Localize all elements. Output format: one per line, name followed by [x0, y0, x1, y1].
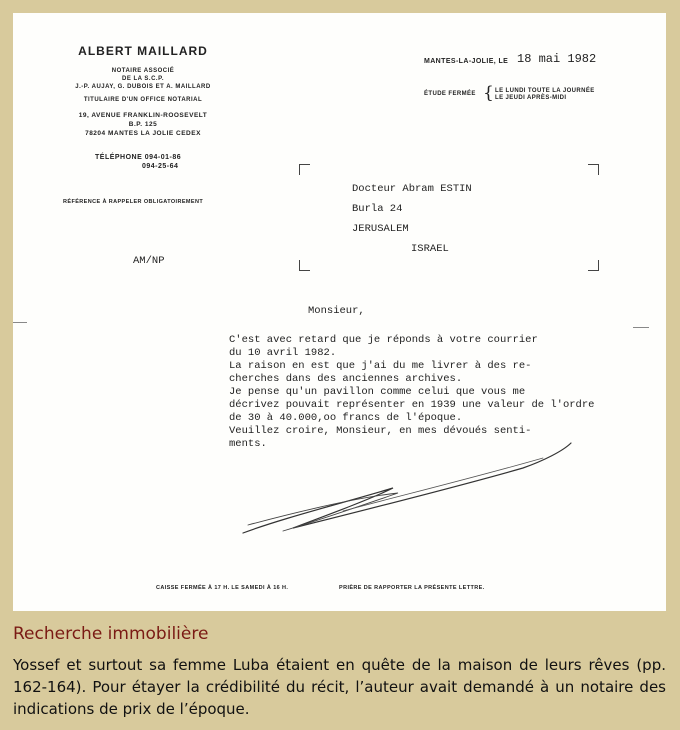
notary-address1: 19, AVENUE FRANKLIN-ROOSEVELT — [78, 112, 208, 119]
handwritten-signature — [223, 433, 583, 543]
notary-telephone1: TÉLÉPHONE 094-01-86 — [95, 154, 182, 161]
notary-title-line2: DE LA S.C.P. — [121, 76, 164, 82]
recipient-line3: JERUSALEM — [352, 223, 409, 235]
notary-name: ALBERT MAILLARD — [78, 44, 208, 58]
caption-title: Recherche immobilière — [13, 624, 209, 644]
body-line: C'est avec retard que je réponds à votre courrier — [229, 334, 538, 346]
window-corner-bottom-left — [299, 260, 310, 271]
recipient-line4: ISRAEL — [411, 243, 449, 255]
notary-address3: 78204 MANTES LA JOLIE CEDEX — [85, 130, 201, 137]
body-line: cherches dans des anciennes archives. — [229, 373, 463, 385]
reference-code: AM/NP — [133, 255, 165, 267]
office-closed-label: ÉTUDE FERMÉE — [424, 91, 476, 97]
body-line: du 10 avril 1982. — [229, 347, 337, 359]
fold-mark-left — [13, 322, 27, 323]
notary-address2: B.P. 125 — [128, 121, 158, 128]
recipient-line1: Docteur Abram ESTIN — [352, 183, 472, 195]
closing-hours2: LE JEUDI APRÈS-MIDI — [495, 95, 567, 101]
body-line: décrivez pouvait représenter en 1939 une valeur de l'ordre — [229, 399, 595, 411]
recipient-line2: Burla 24 — [352, 203, 403, 215]
footer-right: PRIÈRE DE RAPPORTER LA PRÉSENTE LETTRE. — [339, 585, 485, 591]
notary-partners: J.-P. AUJAY, G. DUBOIS ET A. MAILLARD — [75, 84, 211, 90]
reference-note: RÉFÉRENCE À RAPPELER OBLIGATOIREMENT — [63, 199, 204, 205]
dateline-date: 18 mai 1982 — [517, 52, 597, 66]
window-corner-top-left — [299, 164, 310, 175]
window-corner-bottom-right — [588, 260, 599, 271]
scanned-letter — [13, 13, 666, 611]
body-line: de 30 à 40.000,oo francs de l'époque. — [229, 412, 463, 424]
dateline-place: MANTES-LA-JOLIE, LE — [424, 58, 509, 65]
footer-left: CAISSE FERMÉE À 17 H. LE SAMEDI À 16 H. — [156, 585, 289, 591]
body-line: Je pense qu'un pavillon comme celui que vous me — [229, 386, 526, 398]
caption-text: Yossef et surtout sa femme Luba étaient en quête de la maison de leurs rêves (pp. 162-164). Pour étayer la crédibilité du récit, l’auteur avait demandé à un notaire des indications de prix de l’époque. — [13, 656, 666, 718]
notary-office: TITULAIRE D'UN OFFICE NOTARIAL — [83, 97, 203, 103]
notary-title-line1: NOTAIRE ASSOCIÉ — [111, 68, 175, 74]
body-line: ments. — [229, 438, 267, 450]
body-line: La raison en est que j'ai du me livrer à des re- — [229, 360, 532, 372]
brace-symbol: { — [483, 83, 494, 103]
notary-telephone2: 094-25-64 — [142, 163, 179, 170]
window-corner-top-right — [588, 164, 599, 175]
body-line: Veuillez croire, Monsieur, en mes dévoués senti- — [229, 425, 532, 437]
salutation: Monsieur, — [308, 305, 365, 317]
closing-hours1: LE LUNDI TOUTE LA JOURNÉE — [495, 88, 595, 94]
fold-mark-right — [633, 327, 649, 328]
